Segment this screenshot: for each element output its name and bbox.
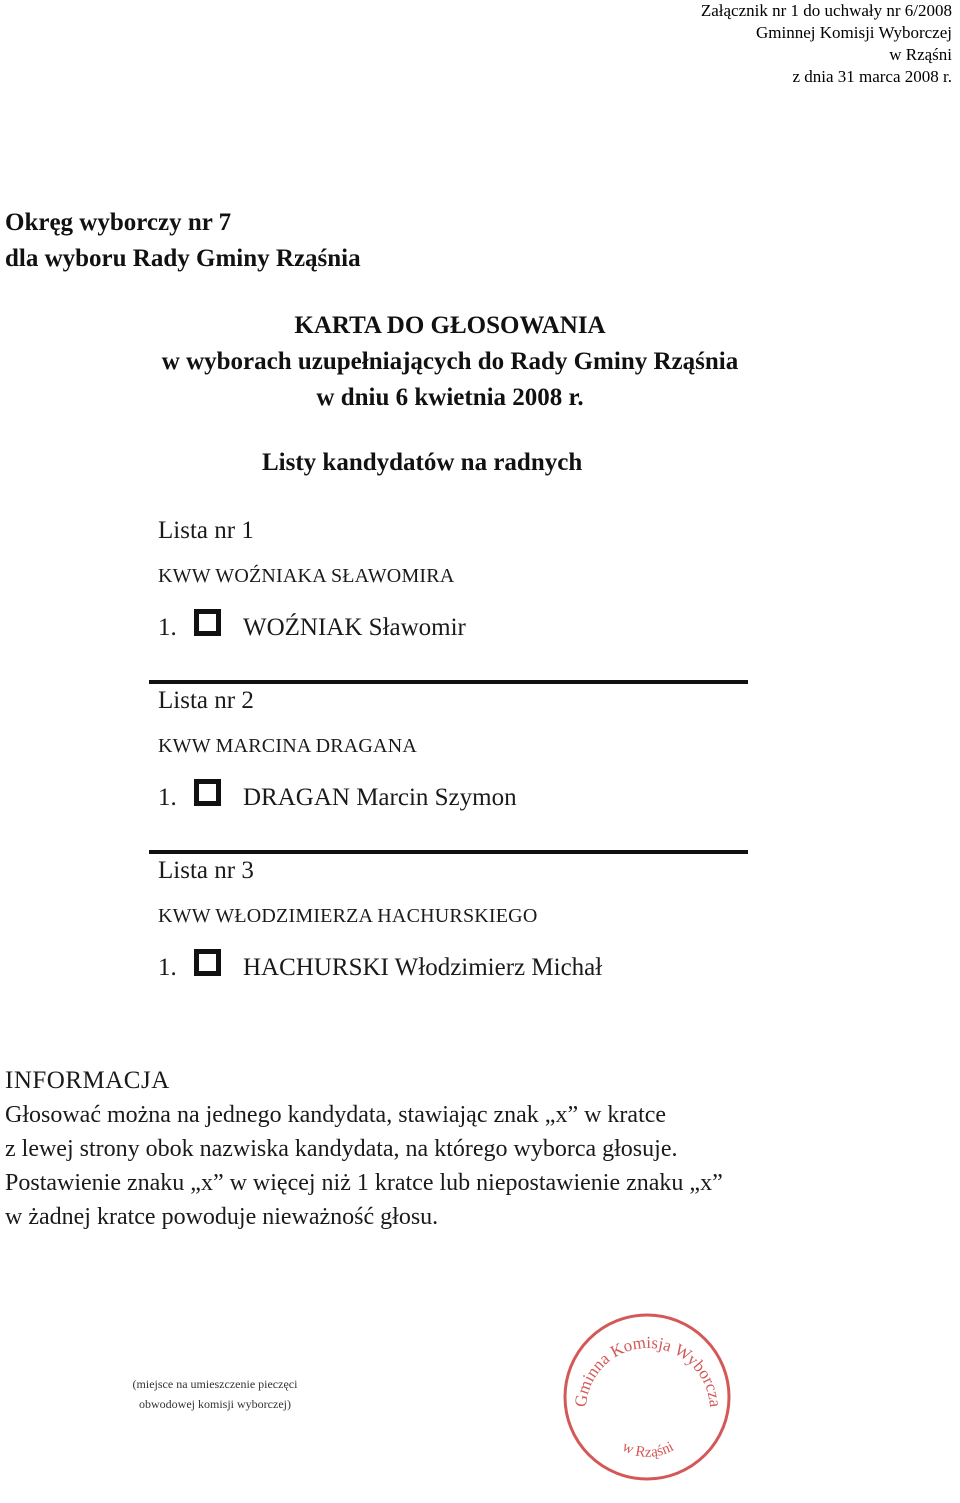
stamp-placeholder-note [110,1374,320,1414]
candidate-list-3 [158,854,758,986]
stamp-bottom-text: w Rząśni [619,1438,677,1461]
district-number: Okręg wyborczy nr 7 [5,209,232,236]
candidate-row [158,950,758,986]
vote-checkbox[interactable] [194,609,221,636]
stamp-note-line-1: (miejsce na umieszczenie pieczęci [132,1377,298,1391]
attachment-line-3: w Rząśni [889,45,952,64]
list-number: Lista nr 1 [158,517,254,544]
lists-heading: Listy kandydatów na radnych [262,449,583,476]
commission-stamp [560,1310,734,1484]
list-number: Lista nr 2 [158,687,254,714]
stamp-outer-text: Gminna Komisja Wyborcza [570,1332,725,1409]
candidate-name: WOŹNIAK Sławomir [243,614,466,641]
candidate-number: 1. [158,614,177,641]
info-line-3: Postawienie znaku „x” w więcej niż 1 kratce lub niepostawienie znaku „x” [5,1170,723,1196]
electoral-district [5,205,361,277]
attachment-line-2: Gminnej Komisji Wyborczej [755,23,952,42]
info-heading: INFORMACJA [5,1067,170,1094]
candidate-number: 1. [158,954,177,981]
committee-name: KWW MARCINA DRAGANA [158,735,417,757]
candidate-list-2 [158,684,758,816]
candidate-row [158,610,758,646]
ballot-subtitle: w wyborach uzupełniających do Rady Gminy Rząśnia [161,348,739,375]
vote-checkbox[interactable] [194,779,221,806]
vote-checkbox[interactable] [194,949,221,976]
candidate-number: 1. [158,784,177,811]
district-council: dla wyboru Rady Gminy Rząśnia [5,245,361,272]
attachment-header [701,0,952,88]
attachment-line-1: Załącznik nr 1 do uchwały nr 6/2008 [700,1,952,20]
info-line-2: z lewej strony obok nazwiska kandydata, na którego wyborca głosuje. [5,1136,678,1162]
stamp-note-line-2: obwodowej komisji wyborczej) [139,1397,291,1411]
ballot-title-block [0,308,900,416]
committee-name: KWW WŁODZIMIERZA HACHURSKIEGO [158,905,538,927]
committee-name: KWW WOŹNIAKA SŁAWOMIRA [158,565,455,587]
candidate-list-1 [158,514,758,646]
info-line-4: w żadnej kratce powoduje nieważność głosu. [5,1204,439,1230]
list-number: Lista nr 3 [158,857,254,884]
info-line-1: Głosować można na jednego kandydata, stawiając znak „x” w kratce [5,1102,667,1128]
attachment-line-4: z dnia 31 marca 2008 r. [792,67,952,86]
ballot-date: w dniu 6 kwietnia 2008 r. [316,384,584,411]
candidate-name: HACHURSKI Włodzimierz Michał [243,954,603,981]
voting-information [5,1064,895,1234]
candidate-row [158,780,758,816]
candidate-name: DRAGAN Marcin Szymon [243,784,517,811]
ballot-title: KARTA DO GŁOSOWANIA [294,312,606,339]
